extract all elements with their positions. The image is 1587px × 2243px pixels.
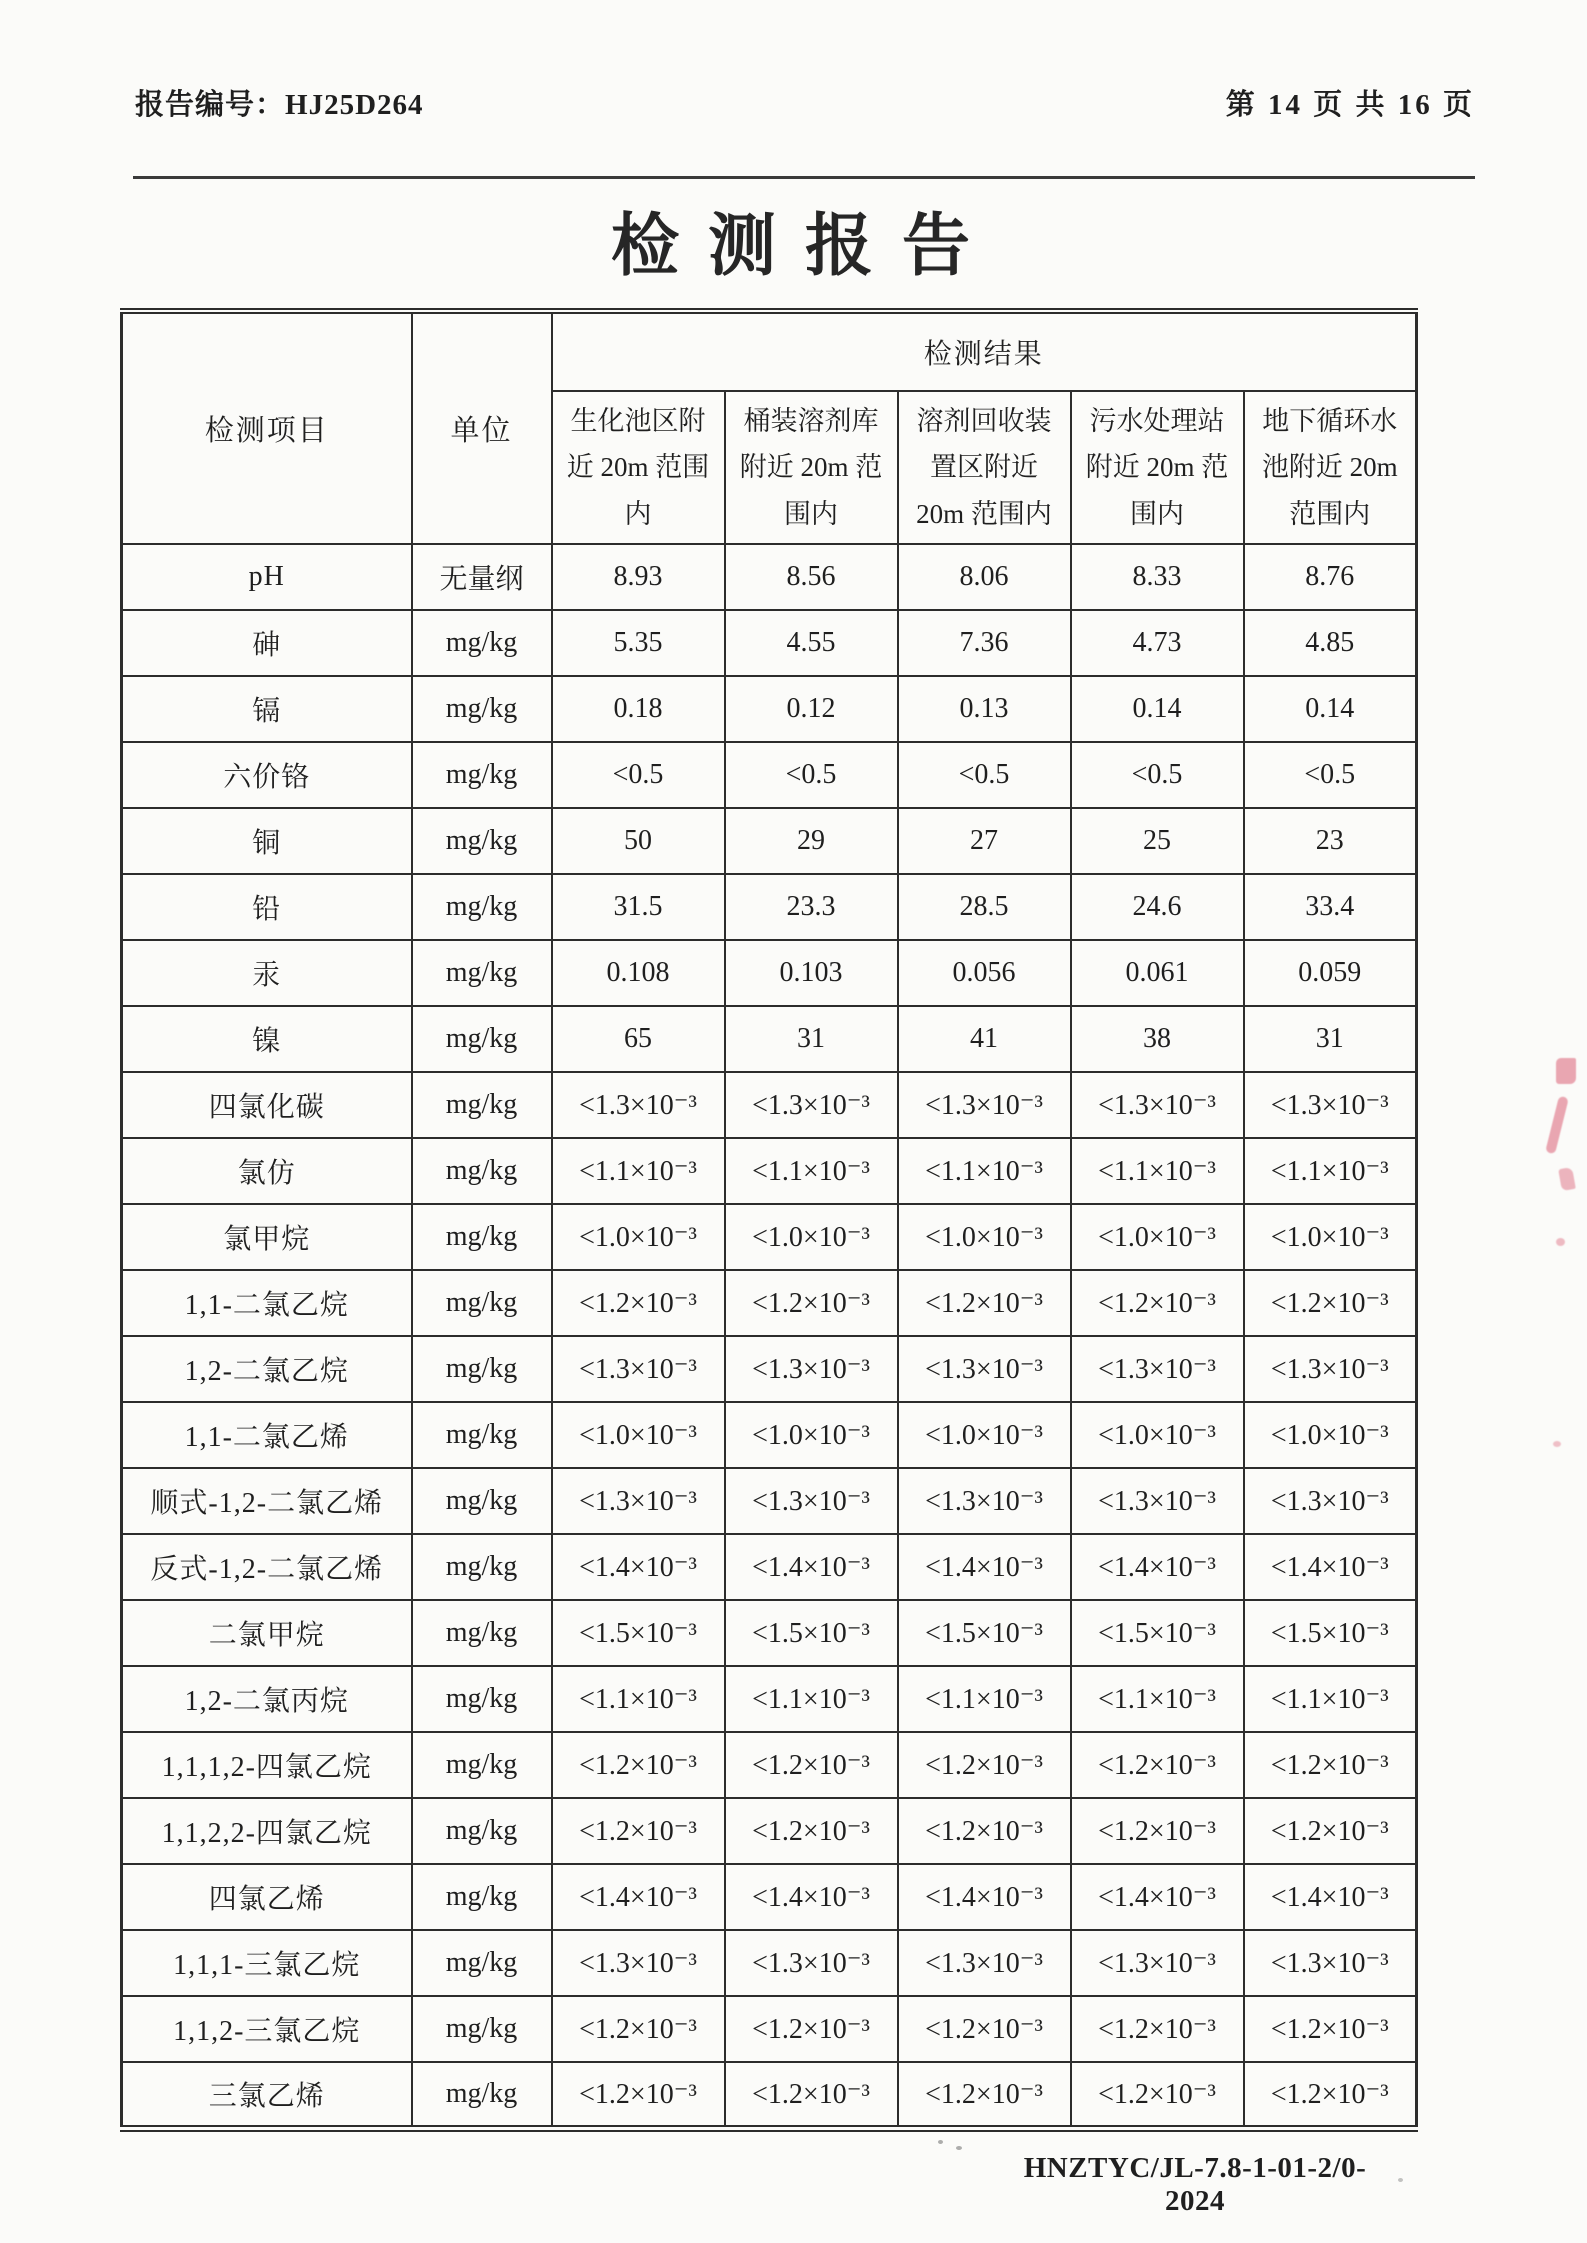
page-indicator: 第 14 页 共 16 页 bbox=[1225, 89, 1475, 121]
row-value-cell: 5.35 bbox=[552, 610, 725, 676]
row-item-cell: 1,1,2-三氯乙烷 bbox=[122, 1996, 412, 2062]
table-row bbox=[122, 1468, 1417, 1534]
row-item-cell: pH bbox=[122, 544, 412, 610]
row-value-cell: <0.5 bbox=[552, 742, 725, 808]
row-value-cell: <1.2×10⁻³ bbox=[1071, 1798, 1244, 1864]
row-value-cell: <1.5×10⁻³ bbox=[725, 1600, 898, 1666]
row-item-cell: 1,1,2,2-四氯乙烷 bbox=[122, 1798, 412, 1864]
row-unit-cell: mg/kg bbox=[412, 808, 552, 874]
row-value-cell: 31.5 bbox=[552, 874, 725, 940]
row-value-cell: <1.3×10⁻³ bbox=[898, 1930, 1071, 1996]
column-header-item: 检测项目 bbox=[122, 311, 412, 544]
column-header-location-5: 地下循环水池附近 20m 范围内 bbox=[1244, 391, 1417, 544]
row-item-cell: 镍 bbox=[122, 1006, 412, 1072]
row-item-cell: 四氯乙烯 bbox=[122, 1864, 412, 1930]
row-value-cell: <1.0×10⁻³ bbox=[552, 1402, 725, 1468]
row-item-cell: 砷 bbox=[122, 610, 412, 676]
row-value-cell: <1.2×10⁻³ bbox=[552, 1996, 725, 2062]
report-number bbox=[135, 82, 424, 123]
table-row bbox=[122, 1864, 1417, 1930]
row-value-cell: <1.0×10⁻³ bbox=[725, 1402, 898, 1468]
scan-speck bbox=[938, 2140, 943, 2144]
row-value-cell: <1.3×10⁻³ bbox=[1244, 1468, 1417, 1534]
row-item-cell: 铅 bbox=[122, 874, 412, 940]
column-header-location-3: 溶剂回收装置区附近 20m 范围内 bbox=[898, 391, 1071, 544]
row-value-cell: 8.06 bbox=[898, 544, 1071, 610]
stamp-bleed-mark bbox=[1556, 1238, 1565, 1246]
row-value-cell: 29 bbox=[725, 808, 898, 874]
table-row bbox=[122, 1996, 1417, 2062]
row-value-cell: <1.2×10⁻³ bbox=[898, 1798, 1071, 1864]
table-row bbox=[122, 676, 1417, 742]
row-unit-cell: mg/kg bbox=[412, 1798, 552, 1864]
table-row bbox=[122, 1930, 1417, 1996]
row-unit-cell: mg/kg bbox=[412, 1930, 552, 1996]
row-item-cell: 三氯乙烯 bbox=[122, 2062, 412, 2128]
column-header-location-4: 污水处理站附近 20m 范围内 bbox=[1071, 391, 1244, 544]
results-table bbox=[120, 308, 1418, 2132]
row-value-cell: <1.3×10⁻³ bbox=[1071, 1930, 1244, 1996]
row-unit-cell: mg/kg bbox=[412, 1006, 552, 1072]
row-value-cell: <1.2×10⁻³ bbox=[1244, 1732, 1417, 1798]
row-value-cell: <0.5 bbox=[898, 742, 1071, 808]
row-value-cell: 50 bbox=[552, 808, 725, 874]
row-value-cell: 0.061 bbox=[1071, 940, 1244, 1006]
row-value-cell: 4.55 bbox=[725, 610, 898, 676]
table-row bbox=[122, 1336, 1417, 1402]
row-value-cell: 0.18 bbox=[552, 676, 725, 742]
table-row bbox=[122, 610, 1417, 676]
row-value-cell: <1.3×10⁻³ bbox=[1071, 1072, 1244, 1138]
row-value-cell: <1.2×10⁻³ bbox=[725, 2062, 898, 2128]
stamp-bleed-mark bbox=[1545, 1096, 1569, 1155]
row-value-cell: 8.76 bbox=[1244, 544, 1417, 610]
row-item-cell: 1,2-二氯乙烷 bbox=[122, 1336, 412, 1402]
row-value-cell: 0.059 bbox=[1244, 940, 1417, 1006]
row-item-cell: 1,1,1,2-四氯乙烷 bbox=[122, 1732, 412, 1798]
row-value-cell: <1.3×10⁻³ bbox=[552, 1072, 725, 1138]
row-item-cell: 二氯甲烷 bbox=[122, 1600, 412, 1666]
row-value-cell: <1.3×10⁻³ bbox=[1244, 1072, 1417, 1138]
results-header-row bbox=[122, 311, 1417, 391]
row-value-cell: 24.6 bbox=[1071, 874, 1244, 940]
row-value-cell: <1.3×10⁻³ bbox=[898, 1336, 1071, 1402]
row-item-cell: 四氯化碳 bbox=[122, 1072, 412, 1138]
row-value-cell: 8.93 bbox=[552, 544, 725, 610]
row-item-cell: 汞 bbox=[122, 940, 412, 1006]
table-row bbox=[122, 1006, 1417, 1072]
row-value-cell: <1.1×10⁻³ bbox=[1244, 1666, 1417, 1732]
row-value-cell: <1.2×10⁻³ bbox=[552, 1270, 725, 1336]
row-value-cell: 0.14 bbox=[1244, 676, 1417, 742]
row-value-cell: <1.3×10⁻³ bbox=[725, 1930, 898, 1996]
row-value-cell: 0.103 bbox=[725, 940, 898, 1006]
row-value-cell: <1.2×10⁻³ bbox=[552, 2062, 725, 2128]
row-value-cell: <1.5×10⁻³ bbox=[898, 1600, 1071, 1666]
row-unit-cell: mg/kg bbox=[412, 1534, 552, 1600]
scan-speck bbox=[956, 2146, 962, 2150]
table-row bbox=[122, 1270, 1417, 1336]
row-value-cell: <1.2×10⁻³ bbox=[1244, 1798, 1417, 1864]
row-value-cell: <1.2×10⁻³ bbox=[898, 1270, 1071, 1336]
row-value-cell: <1.3×10⁻³ bbox=[1071, 1336, 1244, 1402]
row-unit-cell: mg/kg bbox=[412, 1336, 552, 1402]
row-unit-cell: mg/kg bbox=[412, 742, 552, 808]
row-unit-cell: mg/kg bbox=[412, 1468, 552, 1534]
row-unit-cell: mg/kg bbox=[412, 1600, 552, 1666]
stamp-bleed-mark bbox=[1558, 1167, 1576, 1191]
row-item-cell: 顺式-1,2-二氯乙烯 bbox=[122, 1468, 412, 1534]
row-value-cell: <1.3×10⁻³ bbox=[725, 1072, 898, 1138]
row-value-cell: <1.1×10⁻³ bbox=[1244, 1138, 1417, 1204]
column-header-results: 检测结果 bbox=[552, 311, 1417, 391]
row-value-cell: 38 bbox=[1071, 1006, 1244, 1072]
table-row bbox=[122, 1072, 1417, 1138]
row-unit-cell: mg/kg bbox=[412, 676, 552, 742]
page-header bbox=[135, 82, 1475, 123]
row-value-cell: <1.2×10⁻³ bbox=[552, 1798, 725, 1864]
table-row bbox=[122, 1600, 1417, 1666]
row-value-cell: <1.2×10⁻³ bbox=[1071, 1996, 1244, 2062]
row-value-cell: <1.3×10⁻³ bbox=[552, 1336, 725, 1402]
row-value-cell: 25 bbox=[1071, 808, 1244, 874]
row-item-cell: 1,1-二氯乙烯 bbox=[122, 1402, 412, 1468]
column-header-location-2: 桶装溶剂库附近 20m 范围内 bbox=[725, 391, 898, 544]
row-item-cell: 镉 bbox=[122, 676, 412, 742]
row-item-cell: 铜 bbox=[122, 808, 412, 874]
row-value-cell: <1.3×10⁻³ bbox=[725, 1336, 898, 1402]
stamp-bleed-mark bbox=[1553, 1441, 1561, 1447]
row-value-cell: <1.2×10⁻³ bbox=[898, 1996, 1071, 2062]
row-value-cell: <1.3×10⁻³ bbox=[1244, 1336, 1417, 1402]
row-value-cell: <1.3×10⁻³ bbox=[1244, 1930, 1417, 1996]
scan-speck bbox=[1398, 2178, 1403, 2182]
row-value-cell: 41 bbox=[898, 1006, 1071, 1072]
row-unit-cell: mg/kg bbox=[412, 1204, 552, 1270]
row-item-cell: 1,1-二氯乙烷 bbox=[122, 1270, 412, 1336]
row-value-cell: <1.1×10⁻³ bbox=[725, 1666, 898, 1732]
stamp-bleed-mark bbox=[1556, 1058, 1576, 1084]
row-value-cell: <1.2×10⁻³ bbox=[1244, 1996, 1417, 2062]
row-item-cell: 1,2-二氯丙烷 bbox=[122, 1666, 412, 1732]
row-value-cell: <1.4×10⁻³ bbox=[1071, 1864, 1244, 1930]
row-item-cell: 反式-1,2-二氯乙烯 bbox=[122, 1534, 412, 1600]
row-value-cell: <1.5×10⁻³ bbox=[552, 1600, 725, 1666]
table-row bbox=[122, 1534, 1417, 1600]
row-unit-cell: mg/kg bbox=[412, 610, 552, 676]
row-unit-cell: mg/kg bbox=[412, 1732, 552, 1798]
table-row bbox=[122, 940, 1417, 1006]
row-value-cell: 28.5 bbox=[898, 874, 1071, 940]
row-unit-cell: mg/kg bbox=[412, 940, 552, 1006]
row-unit-cell: mg/kg bbox=[412, 1402, 552, 1468]
table-row bbox=[122, 1732, 1417, 1798]
row-value-cell: <0.5 bbox=[725, 742, 898, 808]
row-item-cell: 六价铬 bbox=[122, 742, 412, 808]
row-value-cell: <1.1×10⁻³ bbox=[898, 1666, 1071, 1732]
table-row bbox=[122, 1666, 1417, 1732]
header-divider bbox=[133, 176, 1475, 179]
row-value-cell: <1.3×10⁻³ bbox=[1071, 1468, 1244, 1534]
table-row bbox=[122, 1798, 1417, 1864]
report-number-value: HJ25D264 bbox=[285, 89, 424, 121]
row-value-cell: <1.3×10⁻³ bbox=[552, 1930, 725, 1996]
footer-document-code: HNZTYC/JL-7.8-1-01-2/0-2024 bbox=[1023, 2152, 1367, 2217]
row-unit-cell: mg/kg bbox=[412, 1864, 552, 1930]
row-value-cell: <1.1×10⁻³ bbox=[552, 1666, 725, 1732]
row-value-cell: <1.4×10⁻³ bbox=[1244, 1864, 1417, 1930]
row-value-cell: <1.4×10⁻³ bbox=[725, 1534, 898, 1600]
row-value-cell: 4.73 bbox=[1071, 610, 1244, 676]
row-value-cell: <1.0×10⁻³ bbox=[898, 1204, 1071, 1270]
row-value-cell: 8.56 bbox=[725, 544, 898, 610]
row-unit-cell: mg/kg bbox=[412, 1996, 552, 2062]
row-value-cell: <1.0×10⁻³ bbox=[1071, 1204, 1244, 1270]
row-value-cell: <1.1×10⁻³ bbox=[552, 1138, 725, 1204]
row-value-cell: <1.1×10⁻³ bbox=[898, 1138, 1071, 1204]
row-value-cell: 65 bbox=[552, 1006, 725, 1072]
row-value-cell: 27 bbox=[898, 808, 1071, 874]
row-unit-cell: mg/kg bbox=[412, 1270, 552, 1336]
row-value-cell: <1.2×10⁻³ bbox=[725, 1798, 898, 1864]
row-item-cell: 氯甲烷 bbox=[122, 1204, 412, 1270]
row-value-cell: <1.2×10⁻³ bbox=[1244, 1270, 1417, 1336]
row-item-cell: 氯仿 bbox=[122, 1138, 412, 1204]
table-row bbox=[122, 1204, 1417, 1270]
table-row bbox=[122, 808, 1417, 874]
row-value-cell: 31 bbox=[725, 1006, 898, 1072]
row-value-cell: <1.3×10⁻³ bbox=[898, 1468, 1071, 1534]
row-value-cell: <1.0×10⁻³ bbox=[898, 1402, 1071, 1468]
row-value-cell: 8.33 bbox=[1071, 544, 1244, 610]
row-unit-cell: mg/kg bbox=[412, 1072, 552, 1138]
row-value-cell: <1.2×10⁻³ bbox=[1244, 2062, 1417, 2128]
row-value-cell: 23.3 bbox=[725, 874, 898, 940]
row-value-cell: <1.4×10⁻³ bbox=[898, 1534, 1071, 1600]
row-value-cell: <1.2×10⁻³ bbox=[898, 1732, 1071, 1798]
row-value-cell: 0.14 bbox=[1071, 676, 1244, 742]
row-value-cell: <1.5×10⁻³ bbox=[1071, 1600, 1244, 1666]
row-value-cell: <1.3×10⁻³ bbox=[552, 1468, 725, 1534]
row-value-cell: <1.2×10⁻³ bbox=[1071, 2062, 1244, 2128]
row-value-cell: <1.3×10⁻³ bbox=[725, 1468, 898, 1534]
row-value-cell: <1.2×10⁻³ bbox=[725, 1270, 898, 1336]
row-value-cell: 0.12 bbox=[725, 676, 898, 742]
row-value-cell: 33.4 bbox=[1244, 874, 1417, 940]
results-table-body bbox=[122, 544, 1417, 2128]
row-value-cell: 7.36 bbox=[898, 610, 1071, 676]
row-unit-cell: mg/kg bbox=[412, 874, 552, 940]
table-row bbox=[122, 874, 1417, 940]
row-value-cell: <1.3×10⁻³ bbox=[898, 1072, 1071, 1138]
column-header-unit: 单位 bbox=[412, 311, 552, 544]
row-unit-cell: mg/kg bbox=[412, 1138, 552, 1204]
row-value-cell: <1.4×10⁻³ bbox=[1244, 1534, 1417, 1600]
row-value-cell: <1.4×10⁻³ bbox=[1071, 1534, 1244, 1600]
row-value-cell: <1.1×10⁻³ bbox=[725, 1138, 898, 1204]
row-value-cell: <1.0×10⁻³ bbox=[725, 1204, 898, 1270]
row-value-cell: <1.2×10⁻³ bbox=[552, 1732, 725, 1798]
row-value-cell: 0.13 bbox=[898, 676, 1071, 742]
row-value-cell: 31 bbox=[1244, 1006, 1417, 1072]
row-value-cell: 4.85 bbox=[1244, 610, 1417, 676]
row-value-cell: <1.0×10⁻³ bbox=[1071, 1402, 1244, 1468]
report-number-label: 报告编号： bbox=[135, 89, 286, 121]
row-value-cell: <1.2×10⁻³ bbox=[725, 1996, 898, 2062]
row-value-cell: <1.1×10⁻³ bbox=[1071, 1138, 1244, 1204]
row-value-cell: <1.4×10⁻³ bbox=[725, 1864, 898, 1930]
row-unit-cell: 无量纲 bbox=[412, 544, 552, 610]
row-value-cell: <0.5 bbox=[1071, 742, 1244, 808]
row-value-cell: <1.4×10⁻³ bbox=[552, 1864, 725, 1930]
row-value-cell: <1.0×10⁻³ bbox=[1244, 1402, 1417, 1468]
row-value-cell: <1.5×10⁻³ bbox=[1244, 1600, 1417, 1666]
table-row bbox=[122, 1138, 1417, 1204]
row-value-cell: 0.056 bbox=[898, 940, 1071, 1006]
page-title: 检 测 报 告 bbox=[610, 208, 976, 284]
row-unit-cell: mg/kg bbox=[412, 1666, 552, 1732]
row-value-cell: <1.4×10⁻³ bbox=[898, 1864, 1071, 1930]
row-value-cell: <1.2×10⁻³ bbox=[898, 2062, 1071, 2128]
table-row bbox=[122, 2062, 1417, 2128]
row-value-cell: <1.0×10⁻³ bbox=[552, 1204, 725, 1270]
row-value-cell: <0.5 bbox=[1244, 742, 1417, 808]
row-value-cell: <1.4×10⁻³ bbox=[552, 1534, 725, 1600]
row-value-cell: <1.2×10⁻³ bbox=[1071, 1270, 1244, 1336]
row-value-cell: <1.1×10⁻³ bbox=[1071, 1666, 1244, 1732]
table-row bbox=[122, 544, 1417, 610]
row-unit-cell: mg/kg bbox=[412, 2062, 552, 2128]
row-value-cell: 0.108 bbox=[552, 940, 725, 1006]
row-item-cell: 1,1,1-三氯乙烷 bbox=[122, 1930, 412, 1996]
column-header-location-1: 生化池区附近 20m 范围内 bbox=[552, 391, 725, 544]
row-value-cell: 23 bbox=[1244, 808, 1417, 874]
table-row bbox=[122, 742, 1417, 808]
row-value-cell: <1.2×10⁻³ bbox=[725, 1732, 898, 1798]
table-row bbox=[122, 1402, 1417, 1468]
row-value-cell: <1.0×10⁻³ bbox=[1244, 1204, 1417, 1270]
row-value-cell: <1.2×10⁻³ bbox=[1071, 1732, 1244, 1798]
